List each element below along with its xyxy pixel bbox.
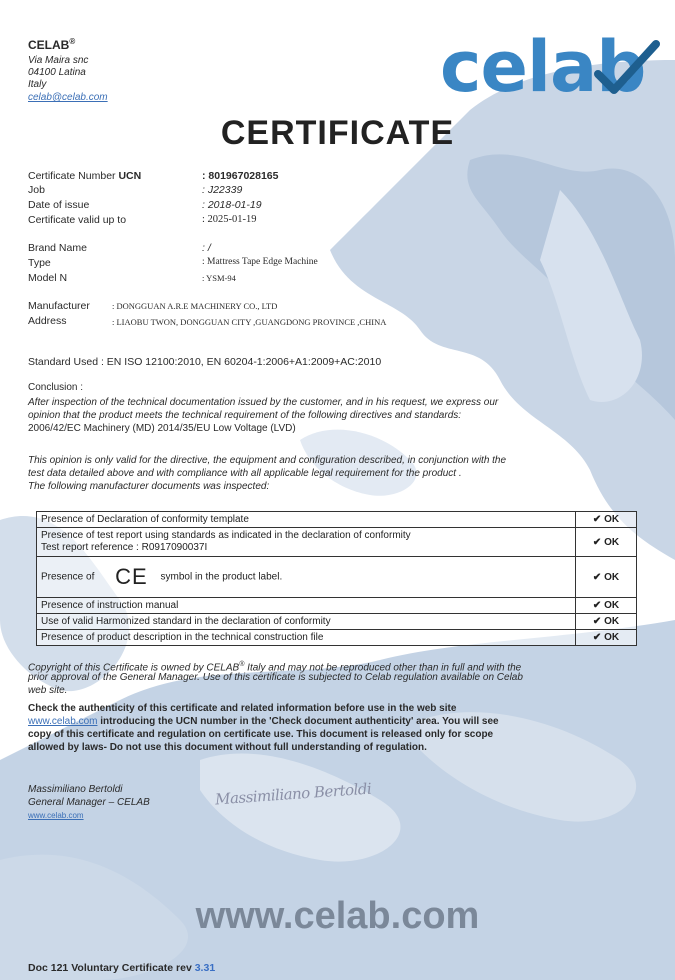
type-value: : Mattress Tape Edge Machine <box>202 257 318 267</box>
check-text-before: Presence of <box>41 571 95 583</box>
certificate-title: CERTIFICATE <box>220 114 455 152</box>
valid-up-to-label: Certificate valid up to <box>28 214 127 226</box>
signatory-name: Massimiliano Bertoldi <box>28 784 123 795</box>
issuer-address-line1: Via Maira snc <box>28 55 89 66</box>
check-text: Presence of Declaration of conformity template <box>37 512 576 528</box>
check-status: ✔ OK <box>576 630 637 646</box>
authenticity-line3: copy of this certificate and regulation on certificate use. This document is released only for scope <box>28 729 494 740</box>
signature: Massimiliano Bertoldi <box>214 779 372 809</box>
check-status: ✔ OK <box>576 614 637 630</box>
signatory-role: General Manager – CELAB <box>28 797 150 808</box>
check-subtext: Test report reference : R0917090037I <box>41 542 208 553</box>
footer-revision: 3.31 <box>194 962 216 974</box>
website-link[interactable]: www.celab.com <box>28 716 98 727</box>
conclusion-heading: Conclusion : <box>28 382 84 393</box>
check-status: ✔ OK <box>576 528 637 557</box>
standard-used: Standard Used : EN ISO 12100:2010, EN 60204-1:2006+A1:2009+AC:2010 <box>28 356 382 368</box>
certificate-number-value: : 801967028165 <box>202 170 279 182</box>
table-row <box>37 598 637 614</box>
check-text <box>37 528 576 557</box>
model-value: : YSM-94 <box>202 273 236 283</box>
conclusion-line5: test data detailed above and with compliance with all applicable legal requirement for the product . <box>28 468 462 479</box>
model-label: Model N <box>28 272 68 284</box>
job-value: : J22339 <box>202 184 243 196</box>
conclusion-line2: opinion that the product meets the technical requirement of the following directives and standards: <box>28 410 462 421</box>
check-status: ✔ OK <box>576 557 637 598</box>
signatory-website-link[interactable]: www.celab.com <box>28 811 84 820</box>
check-text: Use of valid Harmonized standard in the declaration of conformity <box>37 614 576 630</box>
check-text: Presence of instruction manual <box>37 598 576 614</box>
table-row <box>37 630 637 646</box>
authenticity-line4: allowed by laws- Do not use this document without full understanding of regulation. <box>28 742 427 753</box>
footer-doc-reference: Doc 121 Voluntary Certificate rev 3.31 <box>28 962 216 974</box>
copyright-line3: web site. <box>28 685 68 696</box>
brand-value: : / <box>202 242 211 254</box>
manufacturer-label: Manufacturer <box>28 300 90 312</box>
copyright-line2: prior approval of the General Manager. Use of this certificate is subjected to Celab regulation available on Celab <box>28 672 523 683</box>
brand-label: Brand Name <box>28 242 87 254</box>
ce-mark-icon: CE <box>115 564 148 589</box>
manufacturer-value: : DONGGUAN A.R.E MACHINERY CO., LTD <box>112 301 278 311</box>
check-text-after: symbol in the product label. <box>160 571 283 583</box>
issuer-name: CELAB® <box>28 37 76 52</box>
conclusion-line6: The following manufacturer documents was inspected: <box>28 481 270 492</box>
check-text <box>37 557 576 598</box>
address-label: Address <box>28 315 67 327</box>
certificate-number-label: Certificate Number UCN <box>28 170 142 182</box>
table-row <box>37 512 637 528</box>
copyright-line1: Copyright of this Certificate is owned by CELAB® Italy and may not be reproduced other than in full and with the <box>28 661 522 674</box>
table-row <box>37 528 637 557</box>
issuer-email-link[interactable]: celab@celab.com <box>28 92 108 103</box>
type-label: Type <box>28 257 51 269</box>
job-label: Job <box>28 184 45 196</box>
issuer-address-line2: 04100 Latina <box>28 67 86 78</box>
watermark-url: www.celab.com <box>195 895 480 937</box>
conclusion-directives: 2006/42/EC Machinery (MD) 2014/35/EU Low Voltage (LVD) <box>28 423 296 434</box>
celab-logo <box>440 22 660 112</box>
inspection-table <box>36 511 637 646</box>
logo-wordmark: celab <box>440 26 646 108</box>
date-of-issue-label: Date of issue <box>28 199 90 211</box>
check-text: Presence of product description in the technical construction file <box>37 630 576 646</box>
issuer-country: Italy <box>28 79 47 90</box>
authenticity-line2: www.celab.com introducing the UCN number in the 'Check document authenticity' area. You will see <box>28 716 499 727</box>
check-status: ✔ OK <box>576 512 637 528</box>
conclusion-line4: This opinion is only valid for the directive, the equipment and configuration described, in conjunction with the <box>28 455 507 466</box>
table-row <box>37 557 637 598</box>
authenticity-line1: Check the authenticity of this certificate and related information before use in the web site <box>28 703 457 714</box>
conclusion-line1: After inspection of the technical documentation issued by the customer, and in his request, we express our <box>28 397 499 408</box>
checkmark-icon <box>590 40 660 100</box>
address-value: : LIAOBU TWON, DONGGUAN CITY ,GUANGDONG PROVINCE ,CHINA <box>112 317 387 327</box>
check-text-line: Presence of test report using standards as indicated in the declaration of conformity <box>41 530 411 541</box>
table-row <box>37 614 637 630</box>
date-of-issue-value: : 2018-01-19 <box>202 199 262 211</box>
check-status: ✔ OK <box>576 598 637 614</box>
valid-up-to-value: : 2025-01-19 <box>202 214 257 225</box>
